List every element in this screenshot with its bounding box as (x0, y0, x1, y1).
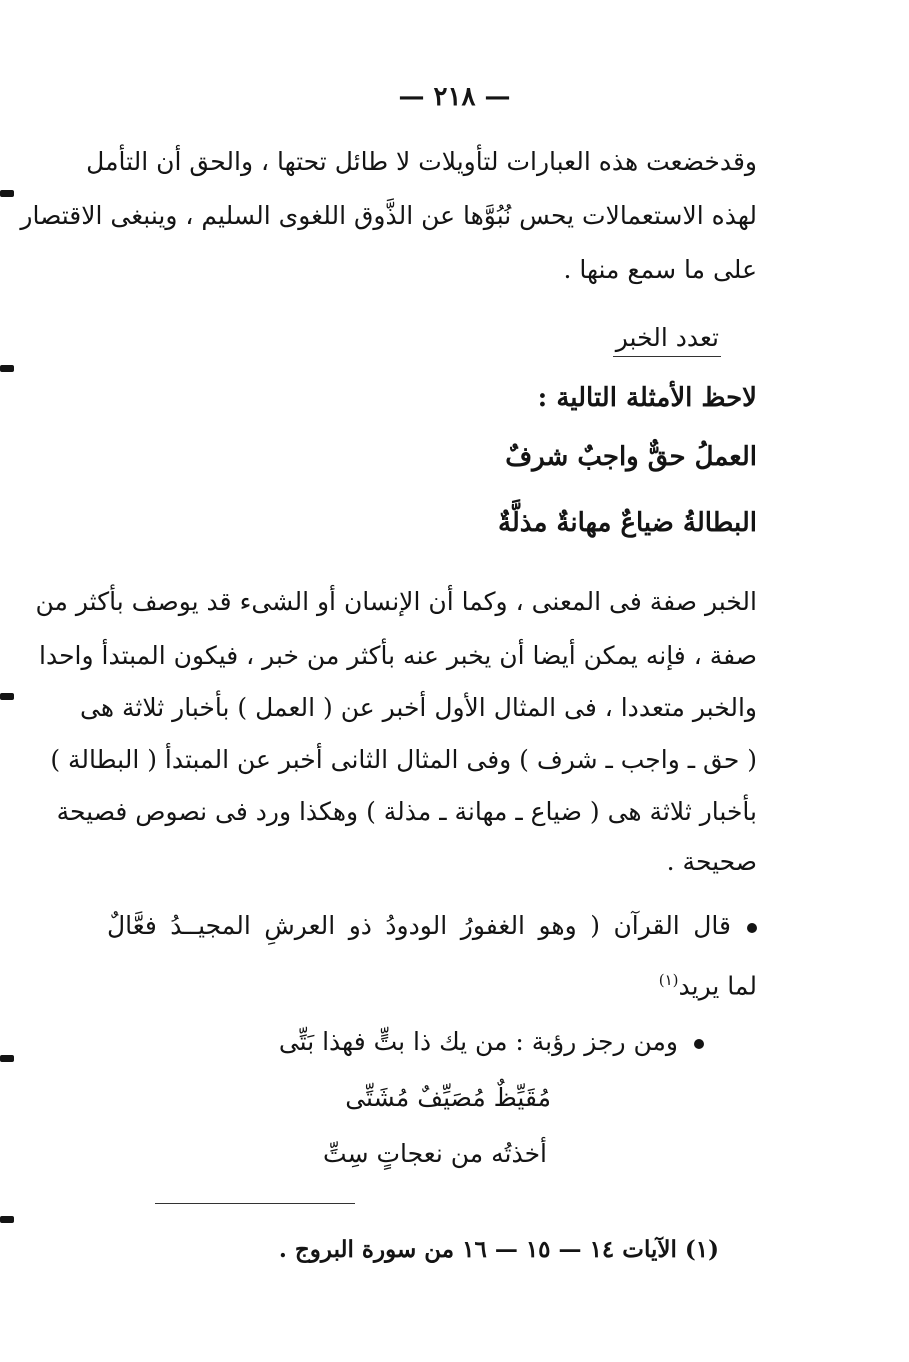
section-heading: تعدد الخبر (615, 323, 719, 352)
examples-intro: لاحظ الأمثلة التالية : (537, 383, 757, 413)
quran-quote-line-1 (107, 906, 757, 946)
rajaz-verse-line-2: مُقَيِّظٌ مُصَيِّفٌ مُشَتِّى (345, 1083, 551, 1112)
explanation-line-2: صفة ، فإنه يمكن أيضا أن يخبر عنه بأكثر من خبر ، فيكون المبتدأ واحدا (39, 641, 757, 670)
intro-line-1: وقدخضعت هذه العبارات لتأويلات لا طائل تحتها ، والحق أن التأمل (86, 147, 757, 176)
quran-quote-end: لما يريد (678, 971, 757, 1001)
binding-mark (0, 190, 14, 197)
intro-line-2: لهذه الاستعمالات يحس نُبُوَّها عن الذَّوق اللغوى السليم ، وينبغى الاقتصار (20, 201, 757, 230)
explanation-line-3: والخبر متعددا ، فى المثال الأول أخبر عن ( العمل ) بأخبار ثلاثة هى (80, 693, 757, 722)
explanation-line-4: ( حق ـ واجب ـ شرف ) وفى المثال الثانى أخبر عن المبتدأ ( البطالة ) (50, 745, 757, 774)
quran-quote-line-2 (659, 960, 757, 1006)
binding-mark (0, 1216, 14, 1223)
example-1: العملُ حقٌّ واجبٌ شرفٌ (505, 442, 757, 472)
footnote: (١) الآيات ١٤ — ١٥ — ١٦ من سورة البروج . (278, 1236, 719, 1263)
rajaz-intro: ومن رجز رؤبة : من يك ذا بتٍّ فهذا بَتِّى (278, 1027, 678, 1056)
bullet-icon (694, 1039, 704, 1049)
quran-quote-text: قال القرآن ( وهو الغفورُ الودودُ ذو العرشِ المجيــدُ فعَّالٌ (107, 911, 731, 940)
rajaz-verse-line-3: أخذتُه من نعجاتٍ سِتِّ (323, 1139, 547, 1168)
page-number: — ٢١٨ — (398, 82, 511, 112)
explanation-line-5: بأخبار ثلاثة هى ( ضياع ـ مهانة ـ مذلة ) وهكذا ورد فى نصوص فصيحة (56, 797, 757, 826)
bullet-icon (747, 923, 757, 933)
binding-mark (0, 365, 14, 372)
rajaz-verse-line-1 (279, 1022, 704, 1062)
heading-underline (613, 356, 721, 357)
footnote-separator (155, 1203, 355, 1204)
footnote-ref: (١) (658, 971, 679, 989)
explanation-line-1: الخبر صفة فى المعنى ، وكما أن الإنسان أو الشىء قد يوصف بأكثر من (35, 587, 757, 616)
example-2: البطالةُ ضياعٌ مهانةٌ مذلَّةٌ (497, 508, 757, 538)
binding-mark (0, 1055, 14, 1062)
binding-mark (0, 693, 14, 700)
explanation-line-6: صحيحة . (666, 847, 757, 876)
intro-line-3: على ما سمع منها . (563, 255, 757, 284)
